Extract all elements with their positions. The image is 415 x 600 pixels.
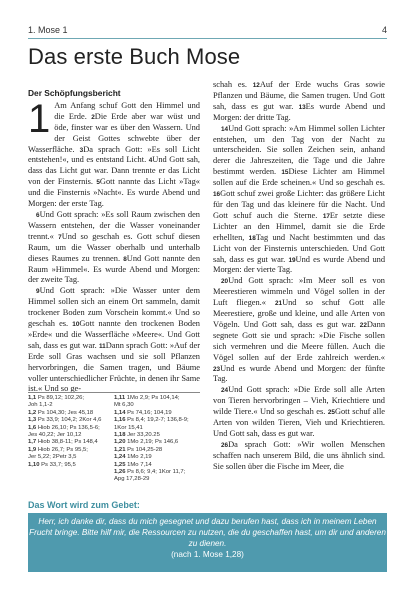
verse-number: 25	[327, 409, 335, 417]
reference-verse: 1,24	[114, 454, 126, 461]
verse-paragraph	[213, 80, 385, 124]
verse-paragraph	[213, 440, 385, 473]
verse-number: 19	[288, 256, 296, 264]
page-number: 4	[381, 25, 387, 35]
book-title: Das erste Buch Mose	[28, 44, 241, 69]
reference-text: Ps 89,12; 102,26;	[37, 395, 85, 401]
reference-text: Ps 33,9; 104,2; 2Kor 4,6	[37, 417, 102, 424]
reference-verse: 1,20	[114, 439, 126, 446]
verse-text: Gott nannte das Licht »Tag« und die Finsternis »Nacht«. Es wurde Abend und Morgen: der erste Tag.	[28, 177, 200, 209]
reference-text: Hiob 38,8-11; Ps 148,4	[37, 439, 98, 446]
reference-text: Ps 74,16; 104,19	[127, 409, 172, 416]
verse-number: 24	[221, 387, 229, 395]
verse-text: Gott nannte den trockenen Boden »Erde« und die Wasserfläche »Meere«. Und Gott sah, dass es gut war.	[28, 319, 200, 350]
verse-text: Und Gott sprach: »Die Wasser unter dem Himmel sollen sich an einem Ort sammeln, damit trockener Boden zum Vorschein kommt.« Und so geschah es.	[28, 286, 200, 329]
verse-text: Und es wurde Abend und Morgen: der fünfte Tag.	[213, 363, 385, 384]
verse-text: Und Gott sprach: »Es soll Raum zwischen den Wassern entstehen, der die Wasser voneinander trennt.«	[28, 209, 200, 241]
reference-verse: 1,25	[114, 461, 126, 468]
verse-paragraph	[213, 276, 385, 385]
cross-reference-line	[114, 402, 200, 409]
reference-text: Apg 17,28-29	[114, 476, 150, 483]
verse-number: 6	[36, 211, 40, 219]
prayer-source: (nach 1. Mose 1,28)	[171, 550, 244, 559]
verse-number: 21	[274, 300, 283, 308]
verse-text: Und es wurde Abend und Morgen: der vierte Tag.	[213, 254, 386, 275]
verse-text: Und Gott sprach: »Im Meer soll es von Meerestieren wimmeln und Vögel sollen in der Luft fliegen.«	[213, 276, 385, 308]
verse-number: 14	[221, 125, 229, 133]
verse-text: Diese Lichter am Himmel sollen auf die Erde scheinen.« Und so geschah es.	[213, 167, 386, 188]
reference-text: Jer 33,20.25	[127, 432, 160, 439]
verse-text: Da sprach Gott: »Es soll Licht entstehen!«, und es entstand Licht.	[28, 144, 200, 165]
cross-reference-line	[28, 425, 114, 432]
verse-number: 20	[221, 278, 229, 286]
verse-text: Und Gott sprach: »Die Erde soll alle Arten von Tieren hervorbringen – Vieh, Kriechtiere und wilde Tiere.« Und so geschah es.	[213, 385, 385, 417]
reference-text: Mt 6,30	[114, 402, 134, 409]
cross-reference-line	[114, 417, 200, 424]
cross-references-column-1	[28, 395, 114, 484]
cross-reference-line	[114, 462, 200, 469]
verse-number: 5	[96, 179, 100, 187]
reference-verse: 1,18	[114, 432, 126, 439]
section-heading: Der Schöpfungsbericht	[28, 88, 121, 98]
verse-text: Tag und Nacht bestimmten und das Licht von der Finsternis unterschieden. Und Gott sah, dass es gut war.	[213, 232, 385, 264]
page-header	[28, 22, 387, 38]
reference-text: Ps 104,25-28	[127, 446, 163, 453]
verse-paragraph	[213, 124, 385, 277]
verse-text: schah es.	[213, 80, 247, 89]
running-head-reference: 1. Mose 1	[28, 25, 68, 35]
verse-number: 22	[359, 321, 367, 329]
reference-text: Ps 33,7; 95,5	[41, 461, 76, 468]
verse-paragraph	[213, 385, 385, 440]
reference-text: Ps 104,30; Jes 45,18	[37, 409, 94, 416]
reference-text: 1Mo 2,19	[127, 454, 152, 461]
reference-verse: 1,3	[28, 417, 37, 424]
prayer-heading: Das Wort wird zum Gebet:	[28, 500, 140, 510]
verse-text: Er setzte diese Lichter an den Himmel, damit sie die Erde erhellten,	[213, 210, 385, 242]
reference-verse: 1,2	[28, 409, 37, 416]
verse-paragraph	[28, 96, 201, 210]
reference-text: 1Mo 2,9; Ps 104,14;	[126, 395, 180, 401]
verse-text: Da sprach Gott: »Wir wollen Menschen schaffen nach unserem Bild, die uns ähnlich sind. Sie sollen über die Fische im Meer, die	[213, 439, 385, 471]
reference-verse: 1,7	[28, 439, 37, 446]
reference-text: 1Kor 15,41	[114, 424, 143, 431]
verse-number: 8	[123, 255, 127, 263]
reference-verse: 1,26	[114, 469, 126, 476]
cross-reference-line	[28, 402, 114, 409]
verse-paragraph	[28, 286, 200, 395]
reference-text: Ps 8,4; 19,2-7; 136,8-9;	[127, 417, 189, 424]
verse-number: 13	[298, 103, 306, 111]
reference-verse: 1,21	[114, 446, 126, 453]
verse-text: Die Erde aber war wüst und öde, finster war es über den Wassern. Und der Geist Gottes schwebte über der Wasserfläche.	[28, 111, 201, 154]
verse-text: Am Anfang schuf Gott den Himmel und die Erde.	[54, 100, 200, 121]
text-column-left	[28, 80, 200, 395]
verse-number: 11	[98, 342, 106, 350]
verse-number: 4	[148, 157, 153, 165]
verse-number: 2	[91, 113, 95, 121]
header-rule	[28, 38, 387, 39]
verse-text: Auf der Erde wuchs Gras sowie Pflanzen und Bäume, die Samen trugen. Und Gott sah, dass es gut war.	[213, 80, 385, 111]
verse-text: Es wurde Abend und Morgen: der dritte Tag.	[213, 101, 386, 122]
prayer-box	[28, 513, 387, 572]
verse-paragraph	[28, 210, 200, 286]
reference-text: Ps 8,6; 9,4; 1Kor 11,7;	[127, 469, 186, 476]
cross-reference-line	[28, 454, 114, 461]
cross-reference-line	[114, 425, 200, 432]
cross-reference-line	[114, 469, 200, 476]
cross-reference-line	[28, 410, 114, 417]
reference-text: 1Mo 2,19; Ps 146,6	[127, 439, 179, 446]
reference-text: Jes 40,22; Jer 10,12	[28, 432, 82, 439]
verse-text: Dann segnete Gott sie und sprach: »Die Fische sollen sich vermehren und die Meere füllen. Auch die Vögel sollen auf der Erde zahlreich werden.«	[213, 319, 386, 362]
verse-number: 15	[281, 169, 289, 177]
verse-number: 3	[79, 146, 84, 154]
verse-number: 23	[213, 365, 221, 373]
verse-text: Und so geschah es. Gott schuf diesen Raum, um die Wasser oberhalb und unterhalb dieses Raumes zu trennen.	[28, 231, 200, 263]
cross-reference-line	[114, 439, 200, 446]
cross-references	[28, 395, 200, 484]
reference-verse: 1,6	[28, 424, 37, 431]
reference-verse: 1,14	[114, 409, 126, 416]
verse-text: Dann sprach Gott: »Auf der Erde soll Gras wachsen und sie soll Pflanzen hervorbringen, die Samen tragen, und Bäume voller unterschiedlicher Früchte, in denen ihr Same ist.« Und so ge-	[28, 340, 201, 394]
cross-reference-line	[28, 462, 114, 469]
cross-reference-line	[114, 476, 200, 483]
reference-text: Hiob 26,7; Ps 95,5;	[37, 446, 88, 453]
verse-text: Und so schuf Gott alle Meerestiere, große und kleine, und alle Arten von Vögeln. Und Gott sah, dass es gut war.	[213, 298, 386, 329]
reference-verse: 1,10	[28, 461, 40, 468]
cross-reference-line	[28, 417, 114, 424]
cross-reference-line	[28, 439, 114, 446]
reference-text: Hiob 26,10; Ps 136,5-6;	[37, 424, 100, 431]
verse-number: 7	[58, 233, 62, 241]
cross-reference-line	[114, 432, 200, 439]
reference-text: 1Mo 7,14	[127, 461, 152, 468]
verse-text: Gott schuf zwei große Lichter: das größere Licht für den Tag und das kleinere für die Nacht. Und Gott schuf auch die Sterne.	[213, 189, 385, 220]
cross-reference-line	[28, 447, 114, 454]
verse-number: 10	[72, 321, 80, 329]
verse-text: Gott schuf alle Arten von wilden Tieren, Vieh und Kriechtieren. Und Gott sah, dass es gut war.	[213, 407, 385, 438]
cross-reference-line	[114, 447, 200, 454]
verse-number: 9	[36, 288, 40, 296]
verse-text: Und Gott sprach: »Am Himmel sollen Lichter entstehen, um den Tag von der Nacht zu unterscheiden. Sie sollen Zeichen sein, anhand derer die Jahreszeiten, die Tage und die Jahre bestimmt werden.	[213, 123, 385, 177]
reference-text: Joh 1,1-2	[28, 402, 53, 409]
references-rule	[28, 392, 200, 393]
cross-reference-line	[28, 395, 114, 402]
verse-text: Und Gott nannte den Raum »Himmel«. Es wurde Abend und Morgen: der zweite Tag.	[28, 253, 201, 285]
reference-verse: 1,1	[28, 395, 37, 401]
verse-number: 18	[248, 234, 256, 242]
reference-verse: 1,9	[28, 446, 37, 453]
cross-reference-line	[28, 432, 114, 439]
cross-reference-line	[114, 395, 200, 402]
cross-references-column-2	[114, 395, 200, 484]
reference-text: Jer 5,22; 2Petr 3,5	[28, 454, 77, 461]
cross-reference-line	[114, 454, 200, 461]
text-column-right	[213, 80, 385, 473]
verse-number: 26	[221, 441, 229, 449]
verse-number: 17	[322, 212, 330, 220]
cross-reference-line	[114, 410, 200, 417]
reference-verse: 1,16	[114, 417, 126, 424]
verse-number: 16	[213, 191, 221, 199]
prayer-text: Herr, ich danke dir, dass du mich gesegnet und dazu berufen hast, dass ich in meinem Leben Frucht bringe. Bitte hilf mir, die Ressourcen zu nutzen, die du geschaffen hast, um dir und anderen zu dienen.	[29, 517, 386, 548]
verse-number: 12	[252, 82, 260, 89]
verse-text: Und Gott sah, dass das Licht gut war. Dann trennte er das Licht von der Finsternis.	[28, 155, 200, 187]
reference-verse: 1,11	[114, 395, 126, 401]
chapter-number: 1	[28, 96, 51, 141]
